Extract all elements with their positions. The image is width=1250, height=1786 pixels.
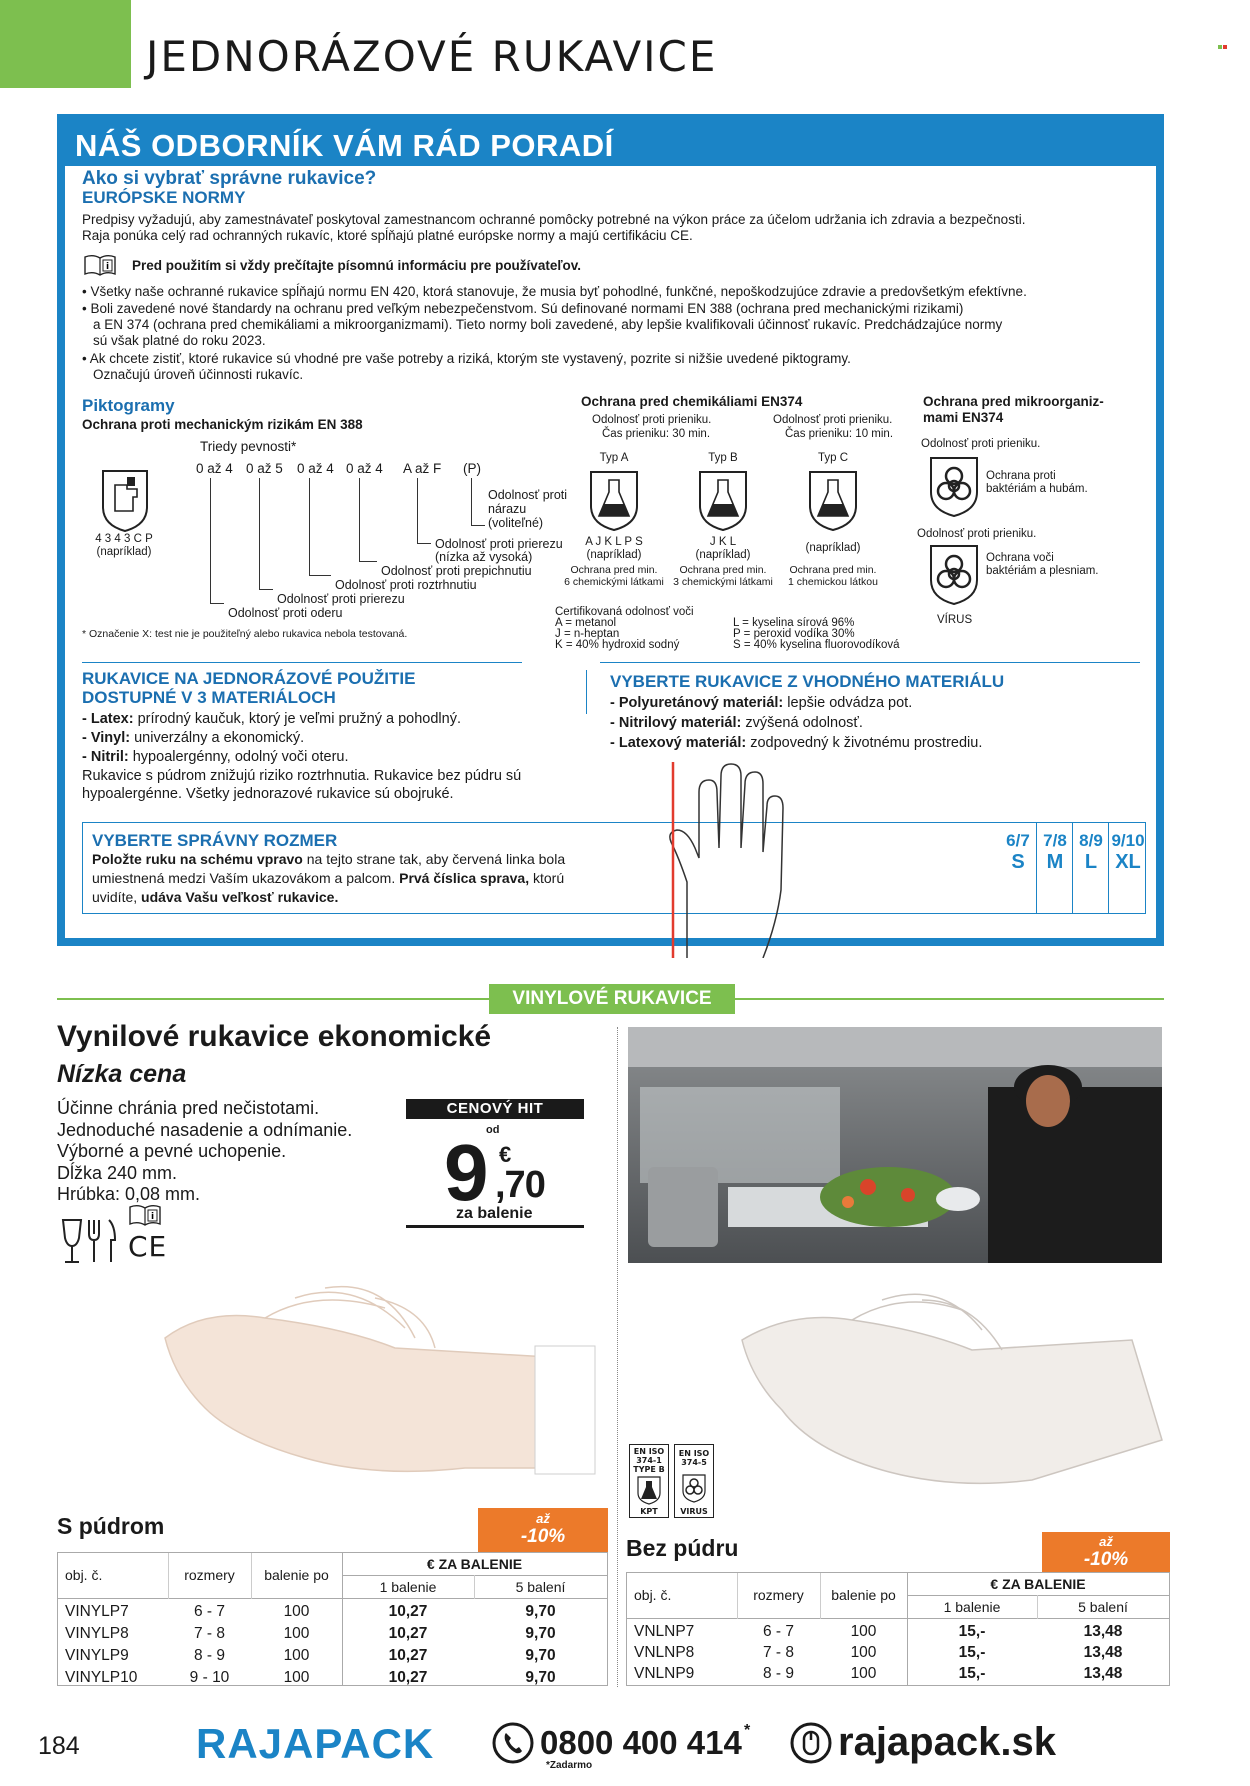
table-row bbox=[58, 1625, 607, 1645]
divider-right bbox=[600, 662, 1140, 663]
materials-note-1: Rukavice s púdrom znižujú riziko roztrhnutia. Rukavice bez púdru sú bbox=[82, 768, 522, 784]
bullet-3: • Ak chcete zistiť, ktoré rukavice sú vhodné pre vaše potreby a riziká, ktorým ste vystavený, pozrite si nižšie uvedené piktogramy. bbox=[82, 351, 851, 366]
cell-p1: 10,27 bbox=[388, 1647, 428, 1664]
svg-text:i: i bbox=[105, 262, 110, 272]
chem-flask-icon-a bbox=[587, 468, 641, 537]
label-impact-3: (voliteľné) bbox=[488, 516, 544, 530]
chem-flask-icon-b bbox=[696, 468, 750, 537]
label-cut: Odolnosť proti prierezu bbox=[277, 592, 405, 606]
header-green-tab bbox=[0, 0, 131, 88]
price-unit: za balenie bbox=[456, 1205, 533, 1222]
size-col-xl bbox=[1108, 822, 1146, 914]
class-1: 0 až 4 bbox=[196, 461, 233, 476]
chem-a-time: Čas prieniku: 30 min. bbox=[602, 428, 711, 440]
class-6: (P) bbox=[463, 461, 481, 476]
price-integer: 9 bbox=[444, 1128, 486, 1217]
table-row bbox=[58, 1647, 607, 1667]
chem-b-code: J K L bbox=[709, 536, 737, 548]
en-badge-virus-top: EN ISO bbox=[678, 1449, 710, 1458]
cell-code: VNLNP9 bbox=[634, 1665, 695, 1682]
chem-b-time: Čas prieniku: 10 min. bbox=[785, 428, 894, 440]
cell-code: VINYLP9 bbox=[65, 1647, 129, 1664]
norms-heading: EURÓPSKE NORMY bbox=[82, 188, 246, 207]
banner-rule-left bbox=[57, 998, 489, 1000]
cert-a: A = metanol bbox=[555, 617, 617, 629]
discount-nopowder-1: až bbox=[1099, 1534, 1113, 1549]
size-line-3 bbox=[92, 889, 338, 905]
th-price: € ZA BALENIE bbox=[426, 1556, 523, 1572]
bullet-2-cont-2: sú však platné do roku 2023. bbox=[93, 333, 266, 348]
cell-pack: 100 bbox=[850, 1623, 877, 1640]
glove-powder-image bbox=[145, 1268, 615, 1503]
leader-cut bbox=[259, 478, 273, 590]
size-line-2-bold: Prvá číslica sprava, bbox=[395, 870, 530, 886]
read-note: Pred použitím si vždy prečítajte písomnú informáciu pre používateľov. bbox=[132, 258, 582, 273]
cell-pack: 100 bbox=[283, 1669, 310, 1686]
price-decimal: ,70 bbox=[495, 1164, 545, 1206]
desc-line-5: Hrúbka: 0,08 mm. bbox=[57, 1184, 201, 1204]
cell-p5: 9,70 bbox=[525, 1603, 556, 1620]
th-p5: 5 balení bbox=[1078, 1599, 1128, 1615]
cell-p5: 9,70 bbox=[525, 1647, 556, 1664]
material-nitril bbox=[82, 749, 349, 765]
choose-latex bbox=[610, 735, 982, 751]
materials-note-2: hypoalergénne. Všetky jednorazové rukavice sú obojruké. bbox=[82, 786, 454, 802]
choose-title: VYBERTE RUKAVICE Z VHODNÉHO MATERIÁLU bbox=[610, 672, 1005, 691]
th-sizes: rozmery bbox=[753, 1587, 804, 1603]
chem-type-a: Typ A bbox=[599, 452, 629, 464]
label-cut-iso-2: (nízka až vysoká) bbox=[435, 550, 533, 564]
cell-p1: 15,- bbox=[958, 1665, 986, 1682]
material-vinyl-text: univerzálny a ekonomický. bbox=[130, 730, 305, 746]
cell-sizes: 8 - 9 bbox=[762, 1665, 794, 1682]
price-sub-sep bbox=[907, 1595, 1169, 1596]
chem-type-b: Typ B bbox=[708, 452, 738, 464]
th-pack: balenie po bbox=[264, 1567, 329, 1583]
cell-p1: 15,- bbox=[958, 1623, 986, 1640]
cell-code: VINYLP8 bbox=[65, 1625, 129, 1642]
table-row bbox=[58, 1603, 607, 1623]
bullet-1: • Všetky naše ochranné rukavice spĺňajú normu EN 420, ktorá stanovuje, že musia byť pohodlné, funkčné, nepoškodzujúce zdravie a predovšetkým efektívne. bbox=[82, 284, 1027, 299]
size-line-2-end: ktorú bbox=[529, 870, 565, 886]
price-badge: CENOVÝ HIT bbox=[406, 1099, 584, 1119]
choose-nitril bbox=[610, 715, 863, 731]
th-p5: 5 balení bbox=[515, 1579, 566, 1595]
example-code: 4 3 4 3 C P bbox=[95, 533, 153, 545]
desc-line-1: Účinne chránia pred nečistotami. bbox=[57, 1098, 320, 1118]
cell-sizes: 6 - 7 bbox=[762, 1623, 794, 1640]
size-l-letter: L bbox=[1084, 851, 1098, 873]
divider-left bbox=[82, 662, 522, 663]
size-line-2 bbox=[92, 870, 564, 886]
chem-title: Ochrana pred chemikáliami EN374 bbox=[581, 394, 803, 409]
en-badge-chem-type: TYPE B bbox=[633, 1465, 665, 1474]
phone-icon bbox=[492, 1722, 534, 1769]
leader-tear bbox=[309, 478, 331, 576]
table-powder-title: S púdrom bbox=[57, 1513, 165, 1539]
bullet-2: • Boli zavedené nové štandardy na ochranu pred veľkým nebezpečenstvom. Sú definované normami EN 388 (ochrana pred mechanickými rizikami) bbox=[82, 301, 964, 316]
label-impact-1: Odolnosť proti bbox=[488, 488, 568, 502]
size-s-letter: S bbox=[1011, 851, 1025, 873]
cell-pack: 100 bbox=[283, 1647, 310, 1664]
cell-p1: 15,- bbox=[958, 1644, 986, 1661]
label-tear: Odolnosť proti roztrhnutiu bbox=[335, 578, 477, 592]
discount-badge-nopowder bbox=[1042, 1532, 1170, 1572]
chem-b-example: (napríklad) bbox=[695, 549, 751, 561]
en-badge-virus-num: 374-5 bbox=[681, 1458, 707, 1467]
bullet-3-cont: Označujú úroveň účinnosti rukavíc. bbox=[93, 367, 304, 382]
cell-code: VNLNP7 bbox=[634, 1623, 695, 1640]
choose-pu-text: lepšie odvádza pot. bbox=[783, 695, 913, 711]
biohazard-icon-1 bbox=[927, 454, 981, 523]
material-latex-label: - Latex: bbox=[82, 711, 134, 727]
ce-mark: CE bbox=[128, 1230, 168, 1263]
page-title: JEDNORÁZOVÉ RUKAVICE bbox=[146, 32, 718, 81]
micro-row1-desc-1: Ochrana proti bbox=[986, 470, 1056, 482]
chem-c-example: (napríklad) bbox=[805, 542, 861, 554]
size-line-1-rest: na tejto strane tak, aby červená linka bola bbox=[302, 851, 566, 867]
glove-nopowder-image bbox=[732, 1280, 1172, 1515]
th-code: obj. č. bbox=[634, 1587, 672, 1603]
th-p1: 1 balenie bbox=[943, 1599, 1001, 1615]
chem-a-desc-1: Ochrana pred min. bbox=[570, 564, 658, 576]
table-row bbox=[58, 1669, 607, 1687]
chem-type-c: Typ C bbox=[817, 452, 849, 464]
size-xl-num: 9/10 bbox=[1111, 831, 1145, 850]
chem-b-desc-2: 3 chemickými látkami bbox=[673, 576, 773, 588]
cell-p5: 9,70 bbox=[525, 1669, 556, 1686]
size-l-num: 8/9 bbox=[1079, 831, 1103, 850]
cell-sizes: 7 - 8 bbox=[762, 1644, 794, 1661]
material-latex-text: prírodný kaučuk, ktorý je veľmi pružný a pohodlný. bbox=[133, 711, 461, 727]
micro-title-2: mami EN374 bbox=[923, 410, 1004, 425]
column-divider bbox=[617, 1027, 618, 1687]
micro-title-1: Ochrana pred mikroorganiz- bbox=[923, 394, 1104, 409]
materials-title-1: RUKAVICE NA JEDNORÁZOVÉ POUŽITIE bbox=[82, 669, 416, 688]
cell-p1: 10,27 bbox=[388, 1625, 428, 1642]
price-underline bbox=[406, 1225, 584, 1228]
table-row bbox=[627, 1665, 1169, 1685]
divider-vertical bbox=[586, 670, 587, 714]
cell-p5: 13,48 bbox=[1083, 1644, 1123, 1661]
material-nitril-text: hypoalergénny, odolný voči oteru. bbox=[128, 749, 349, 765]
mech-title: Ochrana proti mechanickým rizikám EN 388 bbox=[82, 417, 363, 432]
table-powder bbox=[57, 1552, 608, 1686]
phone-star: * bbox=[744, 1722, 751, 1739]
material-latex bbox=[82, 711, 461, 727]
chem-c-desc-1: Ochrana pred min. bbox=[789, 564, 877, 576]
en-badge-chem-num: 374-1 bbox=[636, 1456, 662, 1465]
chem-c-desc-2: 1 chemickou látkou bbox=[788, 576, 878, 588]
th-price: € ZA BALENIE bbox=[990, 1576, 1086, 1592]
size-line-1 bbox=[92, 851, 565, 867]
expert-advice-box bbox=[57, 114, 1164, 946]
cell-code: VINYLP7 bbox=[65, 1603, 129, 1620]
choose-nitril-text: zvýšená odolnosť. bbox=[741, 715, 863, 731]
table-nopowder bbox=[626, 1572, 1170, 1686]
food-safe-icon bbox=[59, 1216, 119, 1271]
desc-line-2: Jednoduché nasadenie a odnímanie. bbox=[57, 1119, 353, 1140]
chem-b-top: Odolnosť proti prieniku. bbox=[773, 414, 893, 426]
desc-line-4: Dĺžka 240 mm. bbox=[57, 1162, 178, 1183]
mechanical-hammer-glove-icon bbox=[99, 467, 151, 538]
cell-sizes: 8 - 9 bbox=[193, 1647, 225, 1664]
chem-a-desc-2: 6 chemickými látkami bbox=[564, 576, 664, 588]
th-sizes: rozmery bbox=[184, 1567, 235, 1583]
label-cut-iso: Odolnosť proti prierezu bbox=[435, 537, 563, 551]
micro-row2-desc-1: Ochrana voči bbox=[986, 552, 1054, 564]
class-5: A až F bbox=[403, 461, 442, 476]
price-from: od bbox=[486, 1124, 500, 1136]
table-row bbox=[627, 1623, 1169, 1643]
class-2: 0 až 5 bbox=[246, 461, 283, 476]
table-nopowder-title: Bez púdru bbox=[626, 1535, 739, 1561]
svg-text:i: i bbox=[150, 1212, 155, 1222]
size-line-3-bold: udáva Vašu veľkosť rukavice. bbox=[141, 889, 339, 905]
en-badge-flask-icon bbox=[636, 1475, 662, 1509]
cell-sizes: 7 - 8 bbox=[193, 1625, 225, 1642]
cell-sizes: 9 - 10 bbox=[189, 1669, 230, 1686]
chem-a-top: Odolnosť proti prieniku. bbox=[592, 414, 712, 426]
th-pack: balenie po bbox=[831, 1587, 896, 1603]
chem-b-desc-1: Ochrana pred min. bbox=[679, 564, 767, 576]
discount-nopowder-2: -10% bbox=[1083, 1549, 1129, 1570]
page-number: 184 bbox=[38, 1732, 80, 1760]
en-badge-biohazard-icon bbox=[681, 1473, 707, 1507]
chem-a-example: (napríklad) bbox=[586, 549, 642, 561]
cell-sizes: 6 - 7 bbox=[193, 1603, 225, 1620]
cell-code: VINYLP10 bbox=[65, 1669, 138, 1686]
cert-s: S = 40% kyselina fluorovodíková bbox=[733, 639, 900, 651]
intro-text-1: Predpisy vyžadujú, aby zamestnávateľ poskytoval zamestnancom ochranné pomôcky potrebné na výkon práce za účelom udržania ich zdravia a bezpečnosti. bbox=[82, 212, 1026, 227]
price-currency: € bbox=[499, 1142, 512, 1167]
intro-text-2: Raja ponúka celý rad ochranných rukavíc, ktoré spĺňajú platné európske normy a majú certifikáciu CE. bbox=[82, 228, 693, 243]
leader-abrasion bbox=[210, 478, 224, 604]
choose-pu-label: - Polyuretánový materiál: bbox=[610, 695, 784, 711]
website-link[interactable]: rajapack.sk bbox=[838, 1720, 1056, 1764]
expert-heading: NÁŠ ODBORNÍK VÁM RÁD PORADÍ bbox=[65, 122, 1156, 166]
cert-l: L = kyselina sírová 96% bbox=[733, 617, 855, 629]
leader-cut-iso bbox=[417, 478, 431, 544]
discount-powder-2: -10% bbox=[520, 1526, 566, 1547]
label-abrasion: Odolnosť proti oderu bbox=[228, 606, 343, 620]
bullet-2-cont: a EN 374 (ochrana pred chemikáliami a mikroorganizmami). Tieto normy boli zavedené, aby lepšie kvalifikovali účinnosť rukavíc. Predchádzajúce normy bbox=[93, 317, 1003, 332]
biohazard-icon-2 bbox=[927, 542, 981, 611]
material-nitril-label: - Nitril: bbox=[82, 749, 129, 765]
chem-a-code: A J K L P S bbox=[585, 536, 643, 548]
en-badge-virus-code: VIRUS bbox=[680, 1507, 708, 1516]
cell-p1: 10,27 bbox=[388, 1669, 428, 1686]
product-subtitle: Nízka cena bbox=[57, 1060, 187, 1088]
cert-k: K = 40% hydroxid sodný bbox=[555, 639, 680, 651]
table-row bbox=[627, 1644, 1169, 1664]
banner-rule-right bbox=[735, 998, 1164, 1000]
size-line-3-start: uvidíte, bbox=[92, 889, 142, 905]
cell-pack: 100 bbox=[850, 1665, 877, 1682]
micro-row2-top: Odolnosť proti prieniku. bbox=[917, 528, 1037, 540]
question-heading: Ako si vybrať správne rukavice? bbox=[82, 168, 377, 189]
virus-label: VÍRUS bbox=[937, 614, 973, 626]
cert-j: J = n-heptan bbox=[555, 628, 620, 640]
size-m-letter: M bbox=[1046, 851, 1064, 873]
choose-nitril-label: - Nitrilový materiál: bbox=[610, 715, 742, 731]
rajapack-logo[interactable]: RAJAPACK bbox=[196, 1720, 435, 1767]
size-m-num: 7/8 bbox=[1043, 831, 1067, 850]
chem-flask-icon-c bbox=[806, 468, 860, 537]
cell-pack: 100 bbox=[283, 1625, 310, 1642]
pikto-footnote: * Označenie X: test nie je použiteľný alebo rukavica nebola testovaná. bbox=[82, 628, 408, 640]
product-description bbox=[57, 1098, 352, 1206]
manual-info-icon-2 bbox=[128, 1204, 162, 1231]
phone-note: *Zadarmo bbox=[546, 1760, 593, 1771]
example-label: (napríklad) bbox=[96, 546, 152, 558]
cell-pack: 100 bbox=[283, 1603, 310, 1620]
materials-title-2: DOSTUPNÉ V 3 MATERIÁLOCH bbox=[82, 688, 336, 707]
material-vinyl-label: - Vinyl: bbox=[82, 730, 131, 746]
micro-row1-top: Odolnosť proti prieniku. bbox=[921, 438, 1041, 450]
cell-p5: 13,48 bbox=[1083, 1665, 1123, 1682]
kitchen-photo bbox=[628, 1027, 1162, 1263]
leader-impact bbox=[471, 478, 485, 526]
cell-pack: 100 bbox=[850, 1644, 877, 1661]
discount-badge-powder bbox=[478, 1508, 608, 1552]
cell-p1: 10,27 bbox=[388, 1603, 428, 1620]
th-code: obj. č. bbox=[65, 1567, 103, 1583]
leader-puncture bbox=[359, 478, 377, 562]
label-puncture: Odolnosť proti prepichnutiu bbox=[381, 564, 532, 578]
hand-outline-icon bbox=[665, 762, 805, 963]
choose-pu bbox=[610, 695, 912, 711]
section-banner: VINYLOVÉ RUKAVICE bbox=[489, 984, 735, 1014]
mouse-icon bbox=[790, 1722, 832, 1769]
size-line-2-rest: umiestnená medzi Vaším ukazovákom a palcom. bbox=[92, 870, 396, 886]
en-badge-chem-top: EN ISO bbox=[633, 1447, 665, 1456]
cell-p5: 9,70 bbox=[525, 1625, 556, 1642]
classes-label: Triedy pevnosti* bbox=[200, 439, 297, 454]
cell-code: VNLNP8 bbox=[634, 1644, 695, 1661]
pikto-heading: Piktogramy bbox=[82, 396, 175, 415]
en-badge-chem-code: KPT bbox=[640, 1507, 658, 1516]
size-title: VYBERTE SPRÁVNY ROZMER bbox=[92, 831, 338, 850]
cell-p5: 13,48 bbox=[1083, 1623, 1123, 1640]
micro-row2-desc-2: baktériám a plesniam. bbox=[986, 565, 1099, 577]
size-scale bbox=[1000, 822, 1146, 914]
desc-line-3: Výborné a pevné uchopenie. bbox=[57, 1141, 287, 1161]
cert-p: P = peroxid vodíka 30% bbox=[733, 628, 855, 640]
th-p1: 1 balenie bbox=[379, 1579, 437, 1595]
cert-title: Certifikovaná odolnosť voči bbox=[555, 606, 694, 618]
en-badge-virus bbox=[674, 1444, 714, 1518]
micro-row1-desc-2: baktériám a hubám. bbox=[986, 483, 1088, 495]
en-badge-chem bbox=[629, 1444, 669, 1518]
label-impact-2: nárazu bbox=[488, 502, 527, 516]
class-4: 0 až 4 bbox=[346, 461, 383, 476]
size-line-1-bold: Položte ruku na schému vpravo bbox=[92, 851, 303, 867]
discount-powder-1: až bbox=[536, 1511, 550, 1526]
product-title: Vynilové rukavice ekonomické bbox=[57, 1020, 492, 1053]
choose-latex-text: zodpovedný k životnému prostrediu. bbox=[746, 735, 983, 751]
material-vinyl bbox=[82, 730, 304, 746]
size-xl-letter: XL bbox=[1115, 851, 1141, 873]
size-s-num: 6/7 bbox=[1006, 831, 1030, 850]
phone-number[interactable]: 0800 400 414 bbox=[540, 1724, 742, 1761]
class-3: 0 až 4 bbox=[297, 461, 334, 476]
manual-info-icon bbox=[83, 254, 117, 276]
size-col-m bbox=[1036, 822, 1072, 914]
size-col-s bbox=[1000, 822, 1036, 914]
size-col-l bbox=[1072, 822, 1108, 914]
corner-mark bbox=[1218, 36, 1228, 44]
choose-latex-label: - Latexový materiál: bbox=[610, 735, 747, 751]
